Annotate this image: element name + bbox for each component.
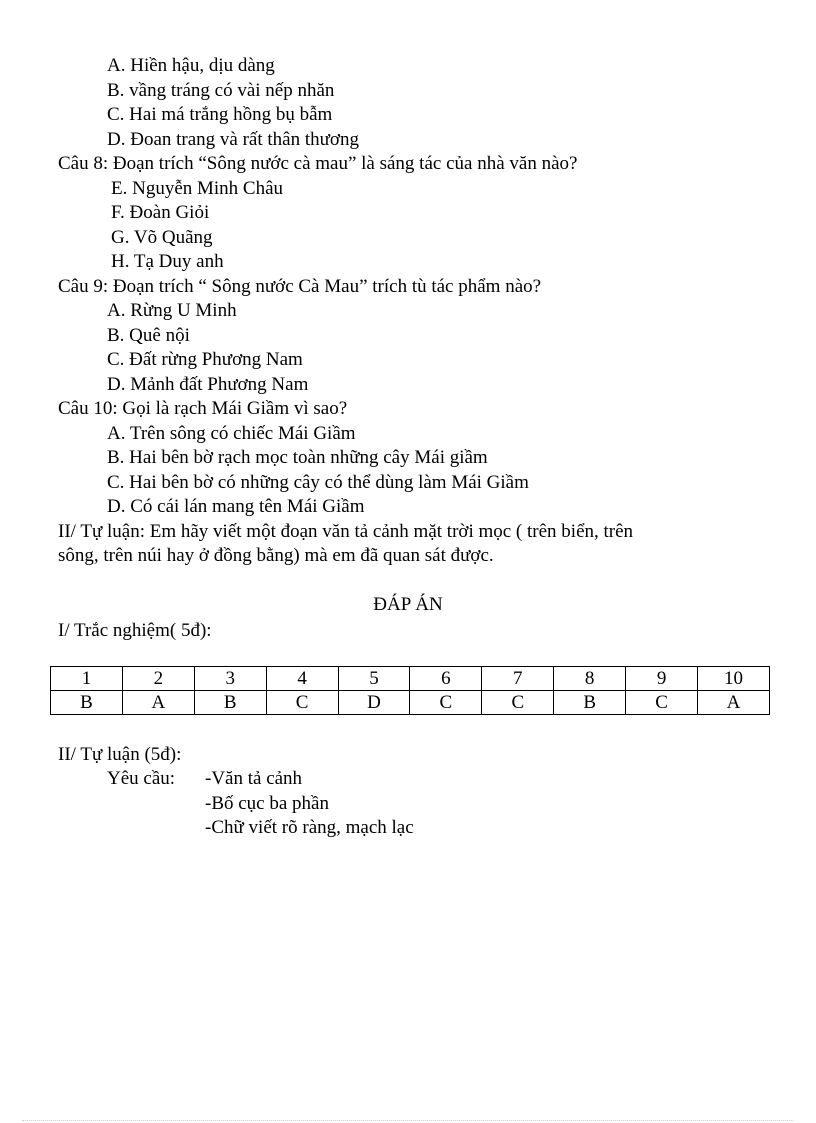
q10-option-a: A. Trên sông có chiếc Mái Giầm (107, 423, 356, 444)
answer-key-title: ĐÁP ÁN (373, 594, 443, 615)
q8-option-f: F. Đoàn Giỏi (111, 202, 210, 223)
requirements-label: Yêu cầu: (107, 768, 176, 789)
answer-table (50, 666, 770, 715)
table-cell-answer: C (626, 691, 698, 715)
essay-prompt-line-2: sông, trên núi hay ở đồng bằng) mà em đã quan sát được. (58, 545, 494, 566)
table-cell-number: 3 (194, 667, 266, 691)
q9-option-a: A. Rừng U Minh (107, 300, 237, 321)
table-cell-answer: B (51, 691, 123, 715)
q10-option-d: D. Có cái lán mang tên Mái Giầm (107, 496, 365, 517)
table-cell-number: 7 (482, 667, 554, 691)
answer-table-answer-row (51, 691, 770, 715)
q8-question: Câu 8: Đoạn trích “Sông nước cà mau” là sáng tác của nhà văn nào? (58, 153, 578, 174)
table-cell-answer: A (122, 691, 194, 715)
page-bottom-divider (22, 1120, 794, 1121)
q9-option-c: C. Đất rừng Phương Nam (107, 349, 303, 370)
requirement-item: -Chữ viết rõ ràng, mạch lạc (205, 817, 414, 838)
q10-option-c: C. Hai bên bờ có những cây có thể dùng làm Mái Giầm (107, 472, 529, 493)
q9-option-d: D. Mảnh đất Phương Nam (107, 374, 309, 395)
answer-table-number-row (51, 667, 770, 691)
essay-answer-heading: II/ Tự luận (5đ): (58, 744, 182, 765)
q7-option-c: C. Hai má trắng hồng bụ bẫm (107, 104, 333, 125)
table-cell-number: 10 (698, 667, 770, 691)
q10-option-b: B. Hai bên bờ rạch mọc toàn những cây Mái giầm (107, 447, 488, 468)
table-cell-number: 4 (266, 667, 338, 691)
q8-option-h: H. Tạ Duy anh (111, 251, 224, 272)
table-cell-answer: B (554, 691, 626, 715)
q7-option-d: D. Đoan trang và rất thân thương (107, 129, 359, 150)
table-cell-answer: C (410, 691, 482, 715)
table-cell-number: 6 (410, 667, 482, 691)
q7-option-b: B. vầng tráng có vài nếp nhăn (107, 80, 335, 101)
q8-option-e: E. Nguyễn Minh Châu (111, 178, 284, 199)
table-cell-answer: C (266, 691, 338, 715)
requirement-item: -Văn tả cảnh (205, 768, 303, 789)
essay-prompt-line-1: II/ Tự luận: Em hãy viết một đoạn văn tả cảnh mặt trời mọc ( trên biển, trên (58, 521, 634, 542)
table-cell-number: 8 (554, 667, 626, 691)
q8-option-g: G. Võ Quãng (111, 227, 213, 248)
table-cell-number: 2 (122, 667, 194, 691)
q7-option-a: A. Hiền hậu, dịu dàng (107, 55, 275, 76)
table-cell-answer: A (698, 691, 770, 715)
requirement-item: -Bố cục ba phần (205, 793, 329, 814)
q10-question: Câu 10: Gọi là rạch Mái Giầm vì sao? (58, 398, 348, 419)
table-cell-answer: C (482, 691, 554, 715)
table-cell-answer: B (194, 691, 266, 715)
table-cell-number: 5 (338, 667, 410, 691)
table-cell-answer: D (338, 691, 410, 715)
table-cell-number: 1 (51, 667, 123, 691)
q9-question: Câu 9: Đoạn trích “ Sông nước Cà Mau” trích tù tác phẩm nào? (58, 276, 542, 297)
table-cell-number: 9 (626, 667, 698, 691)
mc-heading: I/ Trắc nghiệm( 5đ): (58, 620, 212, 641)
q9-option-b: B. Quê nội (107, 325, 190, 346)
